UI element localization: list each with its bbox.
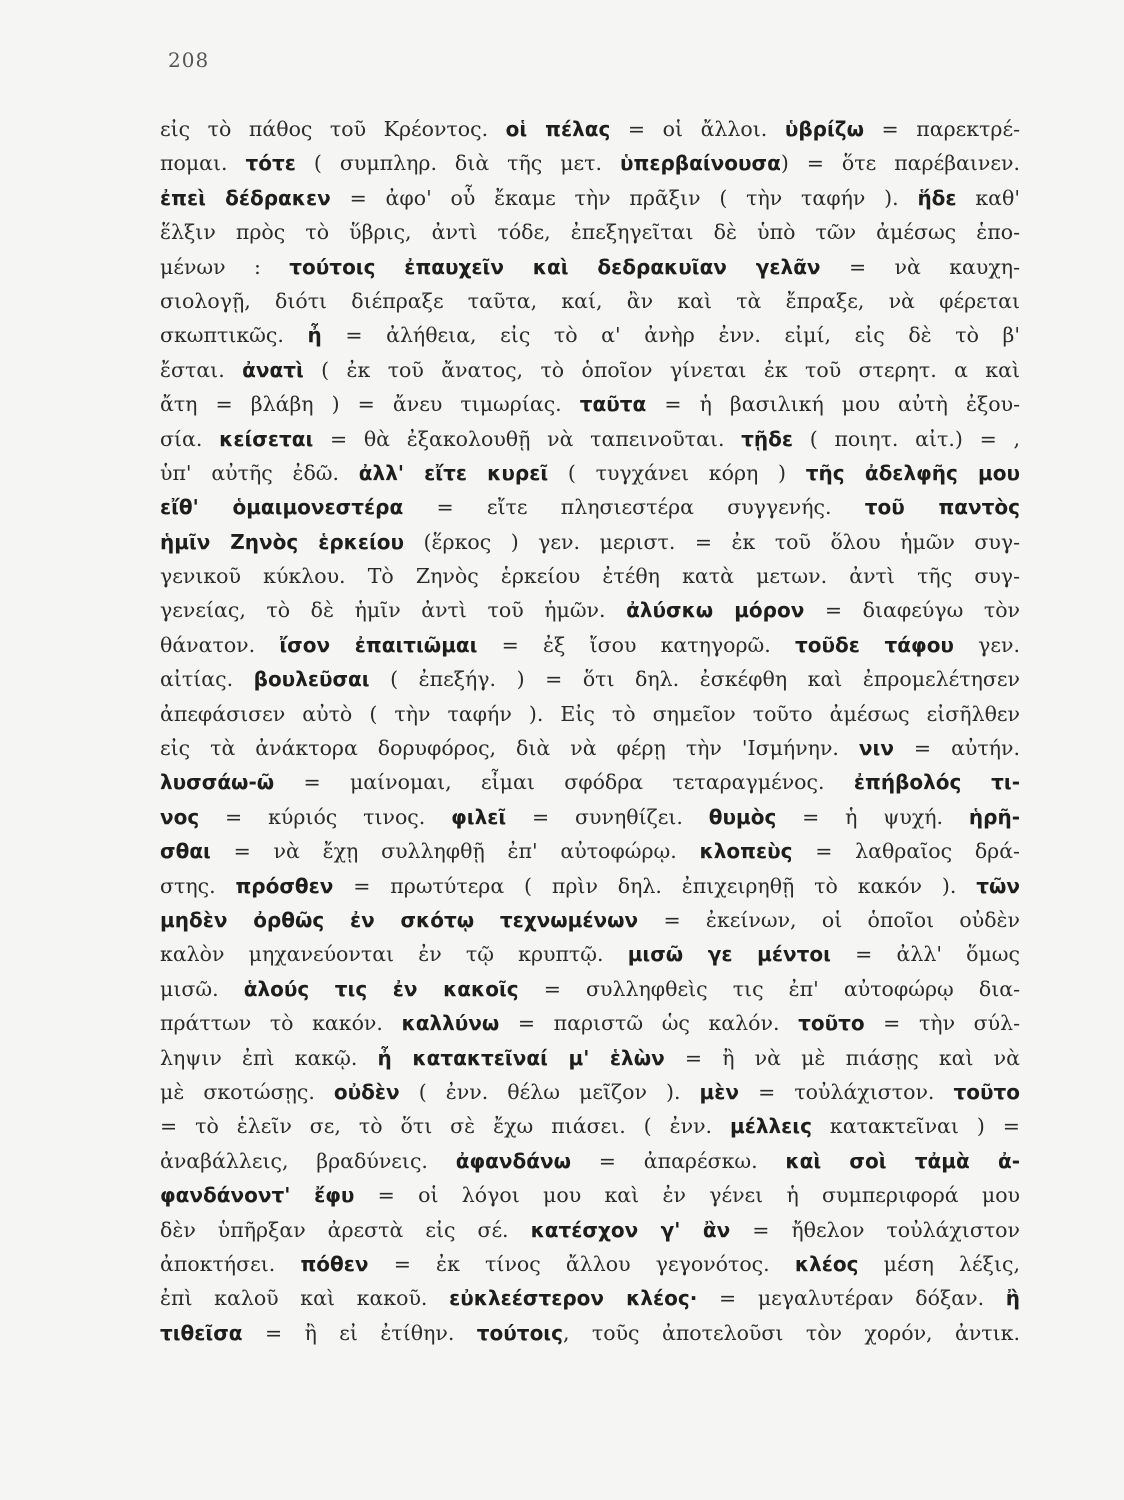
- gloss-text: = οἱ λόγοι μου καὶ ἐν γένει ἡ συμπεριφορά μου: [354, 1183, 1020, 1208]
- lemma-term: τῶν: [976, 873, 1020, 898]
- text-line: [160, 1041, 1020, 1075]
- gloss-text: (ἕρκος ) γεν. μεριστ. = ἐκ τοῦ ὅλου ἡμῶν συγ-: [404, 529, 1020, 554]
- gloss-text: = ἀπαρέσκω.: [570, 1148, 786, 1173]
- gloss-text: = νὰ ἔχῃ συλληφθῇ ἐπ' αὐτοφώρῳ.: [210, 839, 700, 864]
- lemma-term: ὑπερβαίνουσα: [620, 151, 781, 176]
- gloss-text: σκωπτικῶς.: [160, 323, 308, 348]
- text-line: [160, 662, 1020, 696]
- gloss-text: γεν.: [953, 632, 1020, 657]
- text-line: [160, 1247, 1020, 1281]
- lemma-term: ἥδε: [917, 185, 957, 210]
- lemma-term: τῇδε: [741, 426, 794, 451]
- lemma-term: ἁλούς τις ἐν κακοῖς: [243, 976, 519, 1001]
- lemma-term: ἴσον ἐπαιτιῶμαι: [279, 632, 478, 657]
- lemma-term: τότε: [245, 151, 296, 176]
- lemma-term: μηδὲν ὀρθῶς ἐν σκότῳ τεχνωμένων: [160, 907, 639, 932]
- text-line: [160, 1213, 1020, 1247]
- gloss-text: στης.: [160, 873, 236, 898]
- lemma-term: ἐπεὶ δέδρακεν: [160, 185, 331, 210]
- gloss-text: δὲν ὑπῆρξαν ἀρεστὰ εἰς σέ.: [160, 1217, 531, 1242]
- gloss-text: = συνηθίζει.: [506, 804, 709, 829]
- text-line: [160, 937, 1020, 971]
- gloss-text: αἰτίας.: [160, 667, 254, 692]
- lemma-term: φανδάνοντ' ἔφυ: [160, 1183, 355, 1208]
- gloss-text: ( συμπληρ. διὰ τῆς μετ.: [295, 151, 620, 176]
- text-line: [160, 731, 1020, 765]
- gloss-text: ληψιν ἐπὶ κακῷ.: [160, 1045, 378, 1070]
- text-line: [160, 284, 1020, 318]
- commentary-text: [160, 112, 1020, 1350]
- text-line: [160, 387, 1020, 421]
- lemma-term: μέλλεις: [730, 1114, 812, 1139]
- gloss-text: = τοὐλάχιστον.: [739, 1079, 954, 1104]
- gloss-text: μὲ σκοτώσῃς.: [160, 1079, 334, 1104]
- gloss-text: = ἡ ψυχή.: [776, 804, 969, 829]
- gloss-text: ἔσται.: [160, 357, 243, 382]
- gloss-text: ἐπὶ καλοῦ καὶ κακοῦ.: [160, 1286, 450, 1311]
- gloss-text: μισῶ.: [160, 976, 244, 1001]
- text-line: [160, 353, 1020, 387]
- gloss-text: = θὰ ἐξακολουθῇ νὰ ταπεινοῦται.: [313, 426, 742, 451]
- lemma-term: τοῦδε τάφου: [795, 632, 954, 657]
- text-line: [160, 181, 1020, 215]
- gloss-text: = ἢ νὰ μὲ πιάσῃς καὶ νὰ: [664, 1045, 1020, 1070]
- gloss-text: = τὴν σύλ-: [864, 1011, 1020, 1036]
- gloss-text: πομαι.: [160, 151, 246, 176]
- gloss-text: ἀποκτήσει.: [160, 1251, 301, 1276]
- text-line: [160, 1316, 1020, 1350]
- gloss-text: ( ἐκ τοῦ ἄνατος, τὸ ὁποῖον γίνεται ἐκ τοῦ στερητ. α καὶ: [303, 357, 1020, 382]
- lemma-term: εὐκλεέστερον κλέος·: [449, 1286, 698, 1311]
- lemma-term: ἦ: [307, 323, 322, 348]
- text-line: [160, 422, 1020, 456]
- gloss-text: καθ': [956, 185, 1020, 210]
- gloss-text: = οἱ ἄλλοι.: [610, 117, 785, 141]
- lemma-term: οὐδὲν: [333, 1079, 400, 1104]
- gloss-text: = ἡ βασιλική μου αὐτὴ ἐξου-: [646, 392, 1020, 417]
- gloss-text: εἰς τὰ ἀνάκτορα δορυφόρος, διὰ νὰ φέρῃ τὴν 'Ισμήνην.: [160, 736, 859, 761]
- gloss-text: = ἐξ ἴσου κατηγορῶ.: [477, 632, 795, 657]
- lemma-term: κείσεται: [219, 426, 314, 451]
- lemma-term: μισῶ γε μέντοι: [627, 942, 831, 967]
- gloss-text: ἄτη = βλάβη ) = ἄνευ τιμωρίας.: [160, 392, 580, 417]
- lemma-term: οἱ πέλας: [505, 117, 611, 141]
- page-number: 208: [168, 48, 210, 72]
- gloss-text: , τοῦς ἀποτελοῦσι τὸν χορόν, ἀντικ.: [562, 1320, 1020, 1345]
- lemma-term: ἡμῖν Ζηνὸς ἑρκείου: [160, 529, 405, 554]
- gloss-text: γενείας, τὸ δὲ ἡμῖν ἀντὶ τοῦ ἡμῶν.: [160, 598, 627, 623]
- gloss-text: = ἤθελον τοὐλάχιστον: [730, 1217, 1020, 1242]
- lemma-term: τούτοις ἐπαυχεῖν καὶ δεδρακυῖαν γελᾶν: [289, 254, 821, 279]
- lemma-term: ἀλλ' εἴτε κυρεῖ: [358, 460, 549, 485]
- text-line: [160, 697, 1020, 731]
- gloss-text: = ἐκ τίνος ἄλλου γεγονότος.: [368, 1251, 795, 1276]
- text-line: [160, 250, 1020, 284]
- lemma-term: καὶ σοὶ τἀμὰ ἀ-: [785, 1148, 1020, 1173]
- lemma-term: ἢ: [1005, 1286, 1020, 1311]
- lemma-term: πόθεν: [300, 1251, 369, 1276]
- gloss-text: = ἐκείνων, οἱ ὁποῖοι οὐδὲν: [638, 907, 1020, 932]
- lemma-term: λυσσάω-ῶ: [160, 770, 275, 795]
- gloss-text: = αὐτήν.: [893, 736, 1020, 761]
- gloss-text: ἕλξιν πρὸς τὸ ὕβρις, ἀντὶ τόδε, ἐπεξηγεῖται δὲ ὑπὸ τῶν ἀμέσως ἑπο-: [160, 220, 1020, 245]
- lemma-term: κλέος: [794, 1251, 859, 1276]
- gloss-text: ) = ὅτε παρέβαινεν.: [780, 151, 1020, 176]
- lemma-term: κατέσχον γ' ἂν: [530, 1217, 731, 1242]
- text-line: [160, 593, 1020, 627]
- lemma-term: ἀνατὶ: [242, 357, 304, 382]
- gloss-text: = νὰ καυχη-: [820, 254, 1020, 279]
- text-line: [160, 1075, 1020, 1109]
- text-line: [160, 903, 1020, 937]
- gloss-text: μέση λέξις,: [858, 1251, 1020, 1276]
- gloss-text: = διαφεύγω τὸν: [804, 598, 1020, 623]
- gloss-text: = ἀλλ' ὅμως: [830, 942, 1020, 967]
- gloss-text: εἰς τὸ πάθος τοῦ Κρέοντος.: [160, 117, 506, 141]
- lemma-term: τοῦ παντὸς: [864, 495, 1020, 520]
- gloss-text: σιολογῇ, διότι διέπραξε ταῦτα, καί, ἂν καὶ τὰ ἔπραξε, νὰ φέρεται: [160, 288, 1020, 313]
- text-line: [160, 1006, 1020, 1040]
- lemma-term: ἀφανδάνω: [455, 1148, 571, 1173]
- lemma-term: φιλεῖ: [451, 804, 507, 829]
- lemma-term: τοῦτο: [798, 1011, 865, 1036]
- gloss-text: θάνατον.: [160, 632, 280, 657]
- gloss-text: = τὸ ἑλεῖν σε, τὸ ὅτι σὲ ἔχω πιάσει. ( ἐνν.: [160, 1114, 731, 1139]
- gloss-text: κατακτεῖναι ) =: [811, 1114, 1020, 1139]
- text-line: [160, 800, 1020, 834]
- text-line: [160, 146, 1020, 180]
- lemma-term: ταῦτα: [579, 392, 647, 417]
- gloss-text: = πρωτύτερα ( πρὶν δηλ. ἐπιχειρηθῇ τὸ κακόν ).: [333, 873, 977, 898]
- gloss-text: πράττων τὸ κακόν.: [160, 1011, 402, 1036]
- lemma-term: κλοπεὺς: [699, 839, 793, 864]
- lemma-term: νιν: [858, 736, 894, 761]
- text-line: [160, 834, 1020, 868]
- lemma-term: τοῦτο: [953, 1079, 1020, 1104]
- lemma-term: ἦ κατακτεῖναί μ' ἑλὼν: [377, 1045, 665, 1070]
- text-line: [160, 215, 1020, 249]
- gloss-text: = παρεκτρέ-: [863, 117, 1020, 141]
- gloss-text: ὑπ' αὐτῆς ἐδῶ.: [160, 460, 359, 485]
- gloss-text: ( ἐνν. θέλω μεῖζον ).: [399, 1079, 700, 1104]
- lemma-term: τῆς ἀδελφῆς μου: [805, 460, 1020, 485]
- gloss-text: = λαθραῖος δρά-: [792, 839, 1020, 864]
- gloss-text: = παριστῶ ὡς καλόν.: [499, 1011, 799, 1036]
- text-line: [160, 456, 1020, 490]
- text-line: [160, 1109, 1020, 1143]
- gloss-text: μένων :: [160, 254, 290, 279]
- gloss-text: = ἀλήθεια, εἰς τὸ α' ἀνὴρ ἐνν. εἰμί, εἰς δὲ τὸ β': [321, 323, 1020, 348]
- text-line: [160, 628, 1020, 662]
- gloss-text: = ἢ εἰ ἐτίθην.: [242, 1320, 477, 1345]
- lemma-term: ἐπήβολός τι-: [853, 770, 1020, 795]
- lemma-term: θυμὸς: [708, 804, 777, 829]
- text-line: [160, 490, 1020, 524]
- text-line: [160, 525, 1020, 559]
- gloss-text: ( τυγχάνει κόρη ): [548, 460, 806, 485]
- text-line: [160, 1144, 1020, 1178]
- gloss-text: = μαίνομαι, εἶμαι σφόδρα τεταραγμένος.: [274, 770, 854, 795]
- lemma-term: καλλύνω: [401, 1011, 500, 1036]
- lemma-term: βουλεῦσαι: [253, 667, 370, 692]
- lemma-term: πρόσθεν: [235, 873, 334, 898]
- gloss-text: ἀπεφάσισεν αὐτὸ ( τὴν ταφήν ). Εἰς τὸ σημεῖον τοῦτο ἀμέσως εἰσῆλθεν: [160, 701, 1020, 726]
- gloss-text: γενικοῦ κύκλου. Τὸ Ζηνὸς ἑρκείου ἐτέθη κατὰ μετων. ἀντὶ τῆς συγ-: [160, 564, 1020, 589]
- gloss-text: = συλληφθεὶς τις ἐπ' αὐτοφώρῳ δια-: [518, 976, 1020, 1001]
- lemma-term: τιθεῖσα: [160, 1320, 243, 1345]
- text-line: [160, 869, 1020, 903]
- text-line: [160, 112, 1020, 146]
- gloss-text: ( ἐπεξήγ. ) = ὅτι δηλ. ἐσκέφθη καὶ ἐπρομελέτησεν: [369, 667, 1020, 692]
- gloss-text: = κύριός τινος.: [199, 804, 452, 829]
- lemma-term: νος: [160, 804, 200, 829]
- text-line: [160, 1281, 1020, 1315]
- text-line: [160, 1178, 1020, 1212]
- gloss-text: = εἴτε πλησιεστέρα συγγενής.: [403, 495, 865, 520]
- text-line: [160, 318, 1020, 352]
- lemma-term: εἴθ' ὁμαιμονεστέρα: [160, 495, 404, 520]
- gloss-text: σία.: [160, 426, 220, 451]
- lemma-term: ἀλύσκω μόρον: [626, 598, 805, 623]
- text-line: [160, 972, 1020, 1006]
- gloss-text: = ἀφο' οὗ ἔκαμε τὴν πρᾶξιν ( τὴν ταφήν ).: [330, 185, 918, 210]
- lemma-term: ἡρῆ-: [968, 804, 1020, 829]
- gloss-text: ( ποιητ. αἰτ.) = ,: [793, 426, 1020, 451]
- lemma-term: μὲν: [699, 1079, 740, 1104]
- lemma-term: τούτοις: [476, 1320, 563, 1345]
- gloss-text: ἀναβάλλεις, βραδύνεις.: [160, 1148, 456, 1173]
- text-line: [160, 765, 1020, 799]
- lemma-term: σθαι: [160, 839, 211, 864]
- lemma-term: ὑβρίζω: [784, 117, 864, 141]
- gloss-text: καλὸν μηχανεύονται ἐν τῷ κρυπτῷ.: [160, 942, 628, 967]
- text-line: [160, 559, 1020, 593]
- gloss-text: = μεγαλυτέραν δόξαν.: [697, 1286, 1006, 1311]
